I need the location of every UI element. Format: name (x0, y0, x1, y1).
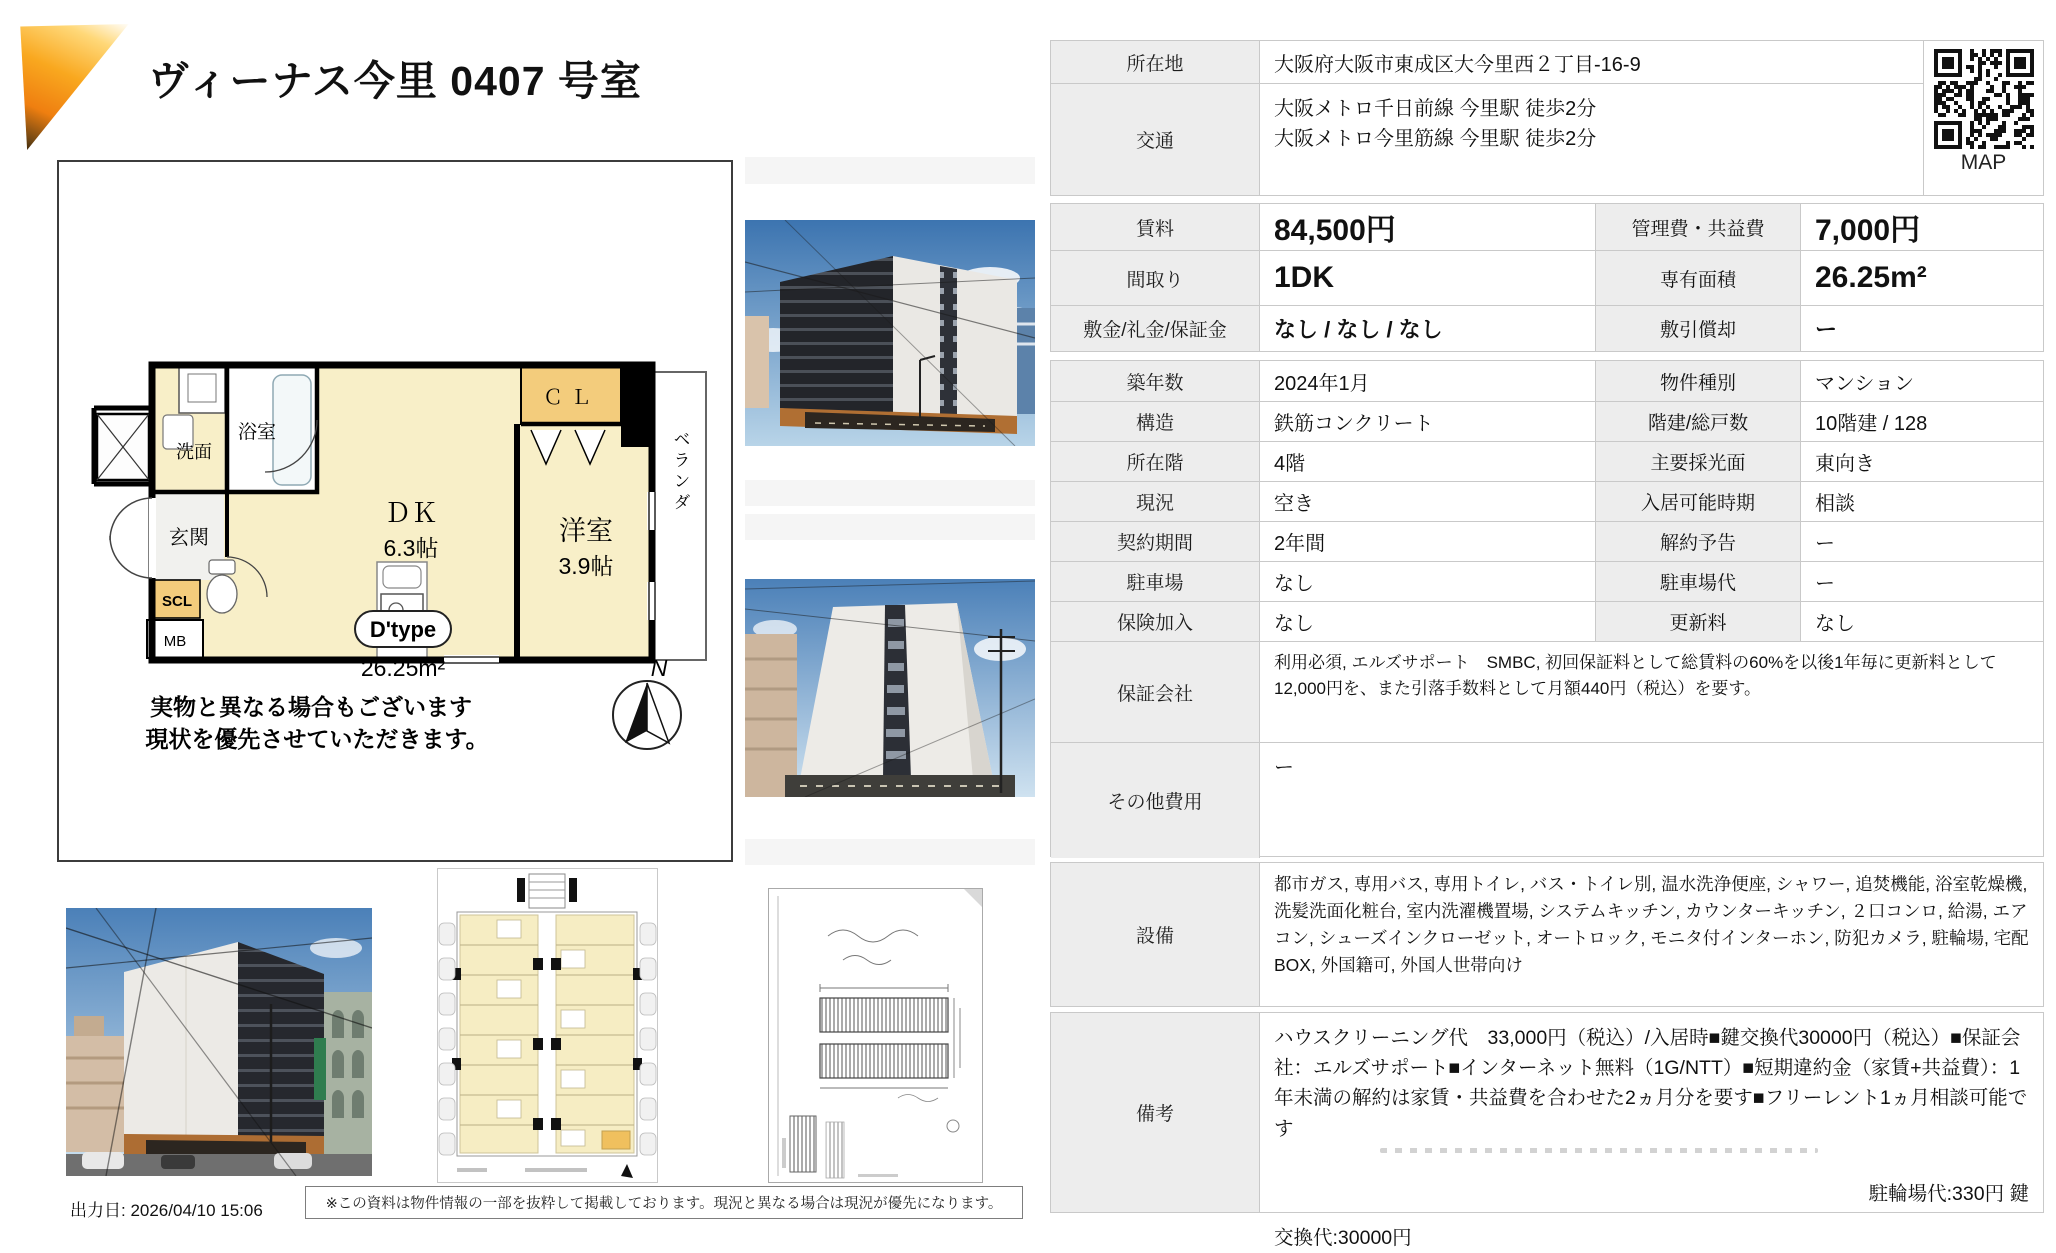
parking-fee-label: 駐車場代 (1595, 562, 1800, 601)
admin-fee-label: 管理費・共益費 (1595, 204, 1800, 250)
room-label-scl: SCL (162, 593, 192, 610)
location-value: 大阪府大阪市東成区大今里西２丁目-16-9 (1259, 41, 1923, 83)
deposit-label: 敷金/礼金/保証金 (1051, 306, 1259, 351)
plan-disclaimer-2: 現状を優先させていただきます。 (145, 726, 489, 752)
floor-plan-panel (57, 160, 733, 862)
status-label: 現況 (1051, 482, 1259, 521)
thumbnail-placeholder (745, 514, 1035, 540)
cancel-notice-value: ー (1800, 522, 2043, 561)
table-section-location (1050, 40, 2044, 196)
map-label: MAP (1960, 151, 2007, 174)
page-title: ヴィーナス今里 0407 号室 (148, 58, 642, 104)
contract-value: 2年間 (1259, 522, 1595, 561)
building-photo-exterior-1 (745, 220, 1035, 446)
rent-label: 賃料 (1051, 204, 1259, 250)
status-value: 空き (1259, 482, 1595, 521)
map-qr-cell (1923, 41, 2043, 195)
built-label: 築年数 (1051, 361, 1259, 401)
company-logo-triangle (18, 24, 132, 150)
room-label-western-size: 3.9帖 (558, 553, 614, 579)
move-in-label: 入居可能時期 (1595, 482, 1800, 521)
plan-type-label: D'type (369, 617, 437, 642)
room-label-veranda: ベランダ (670, 430, 690, 514)
plan-area-label: 26.25m² (360, 655, 446, 681)
insurance-value: なし (1259, 602, 1595, 641)
other-fees-label: その他費用 (1051, 743, 1259, 858)
map-qr-code[interactable] (1934, 49, 2034, 149)
built-value: 2024年1月 (1259, 361, 1595, 401)
location-label: 所在地 (1051, 41, 1259, 83)
whole-floor-plan-thumbnail (437, 868, 658, 1183)
renewal-fee-value: なし (1800, 602, 2043, 641)
equipment-value: 都市ガス, 専用バス, 専用トイレ, バス・トイレ別, 温水洗浄便座, シャワー, 追焚機能, 浴室乾燥機, 洗髪洗面化粧台, 室内洗濯機置場, システムキッチン, カウンターキッチン, ２口コンロ, 給湯, エアコン, シューズインクローゼット, オートロック, モニタ付インターホン, 防犯カメラ, 駐輪場, 宅配BOX, 外国籍可, 外国人世帯向け (1274, 874, 2029, 976)
compass-icon (613, 655, 681, 749)
guarantor-label: 保証会社 (1051, 642, 1259, 742)
facing-value: 東向き (1800, 442, 2043, 481)
transport-line-2: 大阪メトロ今里筋線 今里駅 徒歩2分 (1274, 128, 1597, 150)
floors-units-value: 10階建 / 128 (1800, 402, 2043, 441)
thumbnail-placeholder (745, 157, 1035, 184)
renewal-fee-label: 更新料 (1595, 602, 1800, 641)
deposit-value: なし / なし / なし (1259, 306, 1595, 351)
room-label-mb: MB (163, 633, 187, 650)
cancel-notice-label: 解約予告 (1595, 522, 1800, 561)
amortization-label: 敷引償却 (1595, 306, 1800, 351)
room-label-western: 洋室 (559, 516, 613, 546)
property-type-value: マンション (1800, 361, 2043, 401)
footer-disclaimer-text: ※この資料は物件情報の一部を抜粋して掲載しております。現況と異なる場合は現況が優先になります。 (325, 1196, 1003, 1212)
table-section-remarks (1050, 1012, 2044, 1250)
room-label-cl: ＣＬ (543, 387, 599, 409)
property-type-label: 物件種別 (1595, 361, 1800, 401)
transport-label: 交通 (1051, 84, 1259, 195)
room-label-washroom: 洗面 (176, 442, 212, 462)
transport-line-1: 大阪メトロ千日前線 今里駅 徒歩2分 (1274, 98, 1597, 120)
room-label-entrance: 玄関 (169, 527, 209, 549)
floor-value: 4階 (1259, 442, 1595, 481)
output-date: 出力日: 2026/04/10 15:06 (70, 1201, 263, 1220)
move-in-value: 相談 (1800, 482, 2043, 521)
rent-value: 84,500円 (1259, 204, 1595, 250)
guarantor-value: 利用必須, エルズサポート SMBC, 初回保証料として総賃料の60%を以後1年毎に更新料として12,000円を、また引落手数料として月額440円（税込）を要す。 (1274, 653, 1997, 699)
remarks-extra-right: 駐輪場代:330円 鍵 (1868, 1182, 2029, 1205)
remarks-label: 備考 (1051, 1013, 1259, 1212)
transport-value (1259, 84, 1923, 195)
remarks-value: ハウスクリーニング代 33,000円（税込）/入居時■鍵交換代30000円（税込）■保証会社：エルズサポート■インターネット無料（1G/NTT）■短期違約金（家賃+共益費）：1年未満の解約は家賃・共益費を合わせた2ヵ月分を要す■フリーレント1ヵ月相談可能です (1274, 1027, 2028, 1140)
floors-units-label: 階建/総戸数 (1595, 402, 1800, 441)
remarks-extra-left: 交換代:30000円 (1274, 1227, 1412, 1250)
floor-plan-drawing (59, 162, 731, 860)
parking-fee-value: ー (1800, 562, 2043, 601)
layout-value: 1DK (1259, 251, 1595, 305)
thumbnail-placeholder (745, 839, 1035, 865)
building-photo-exterior-2 (745, 579, 1035, 797)
table-section-details (1050, 360, 2044, 857)
compass-n-label: N (650, 655, 668, 681)
table-section-rent (1050, 203, 2044, 352)
building-photo-street (66, 908, 372, 1176)
area-value: 26.25m² (1800, 251, 2043, 305)
plan-disclaimer-1: 実物と異なる場合もございます (150, 694, 472, 720)
room-label-bath: 浴室 (237, 422, 277, 443)
floor-label: 所在階 (1051, 442, 1259, 481)
elevation-drawing-thumbnail (768, 888, 983, 1183)
amortization-value: ー (1800, 306, 2043, 351)
room-label-dk: ＤＫ (384, 498, 438, 528)
structure-label: 構造 (1051, 402, 1259, 441)
parking-value: なし (1259, 562, 1595, 601)
equipment-label: 設備 (1051, 863, 1259, 1006)
area-label: 専有面積 (1595, 251, 1800, 305)
structure-value: 鉄筋コンクリート (1259, 402, 1595, 441)
layout-label: 間取り (1051, 251, 1259, 305)
parking-label: 駐車場 (1051, 562, 1259, 601)
contract-label: 契約期間 (1051, 522, 1259, 561)
footer-disclaimer-box (305, 1186, 1023, 1219)
facing-label: 主要採光面 (1595, 442, 1800, 481)
admin-fee-value: 7,000円 (1800, 204, 2043, 250)
redacted-text-remnant (1380, 1148, 1818, 1153)
room-label-dk-size: 6.3帖 (383, 535, 439, 561)
table-section-equipment (1050, 862, 2044, 1007)
thumbnail-placeholder (745, 480, 1035, 506)
insurance-label: 保険加入 (1051, 602, 1259, 641)
other-fees-value: ー (1259, 743, 2043, 858)
